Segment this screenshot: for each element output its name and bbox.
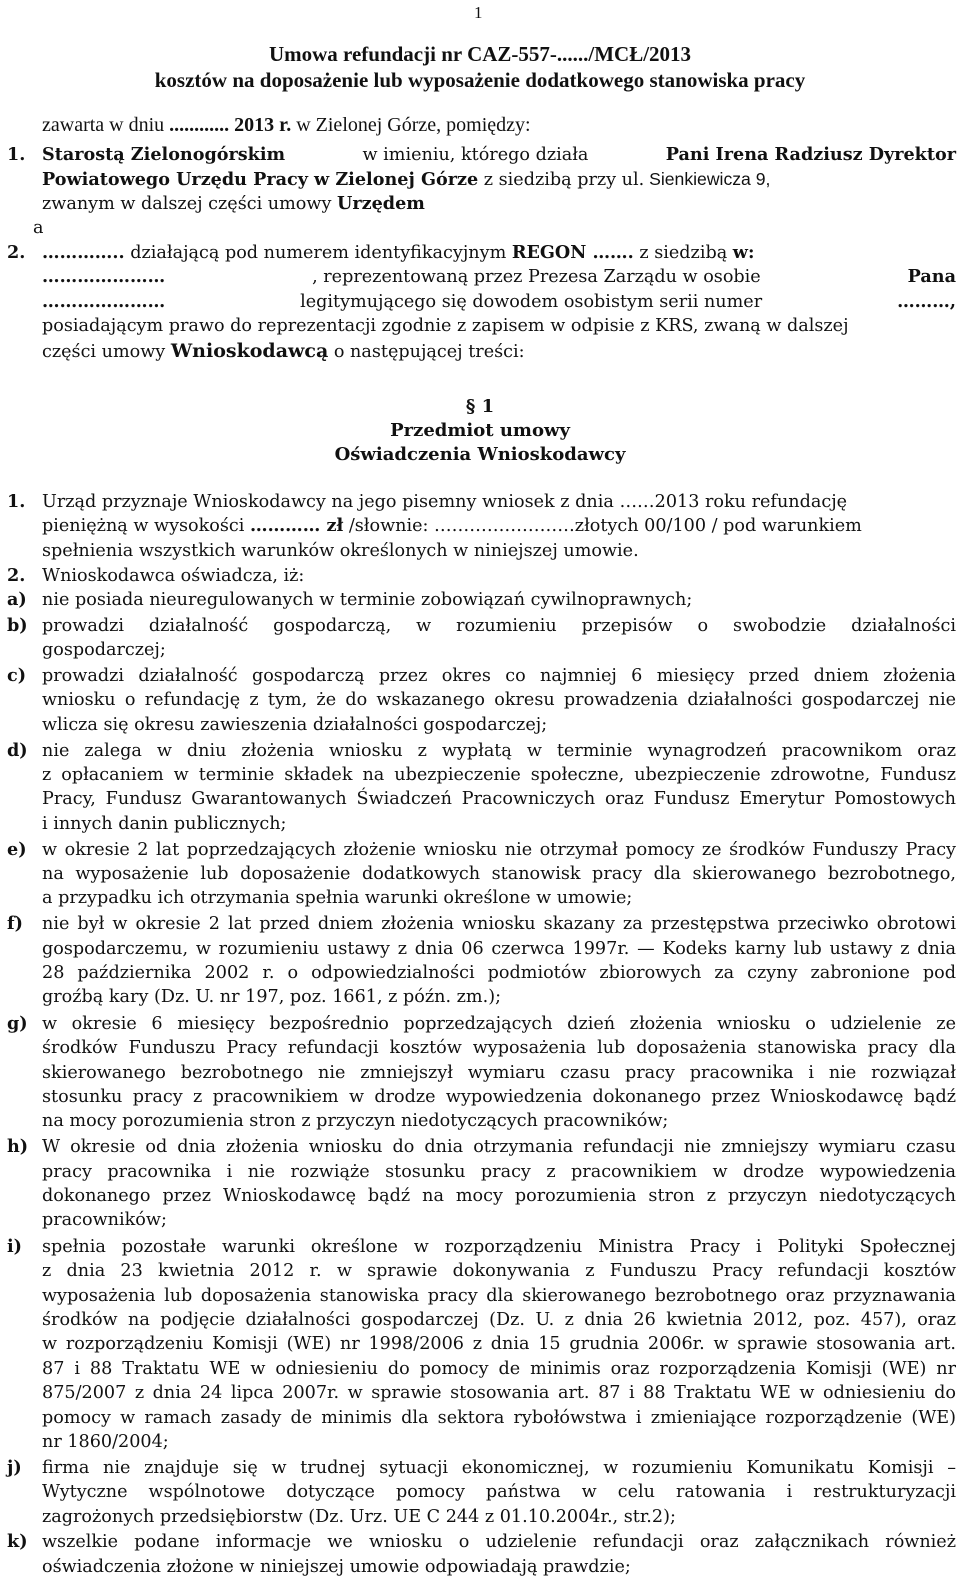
declaration-line: wniosku o refundację z tym, że do wskazanego okresu prowadzenia działalności gospodarczej nie bbox=[42, 690, 956, 711]
declaration-line: a przypadku ich otrzymania spełnia warunki określone w umowie; bbox=[42, 888, 633, 909]
declaration-line: stosunku pracy z pracownikiem w drodze wypowiedzenia dokonanego przez Wnioskodawcę bądź bbox=[42, 1086, 956, 1107]
declaration-line: 875/2007 z dnia 24 lipca 2007r. w sprawie stosowania art. 87 i 88 Traktatu WE w odniesieniu do bbox=[42, 1383, 956, 1404]
declaration-line: Pracy, Fundusz Gwarantowanych Świadczeń Pracowniczych oraz Fundusz Emerytur Pomostowych bbox=[42, 789, 956, 810]
declaration-line: wlicza się okresu zawieszenia działalności gospodarczej; bbox=[42, 714, 548, 735]
clause2-text: Wnioskodawca oświadcza, iż: bbox=[42, 566, 305, 586]
declaration-text bbox=[42, 912, 956, 1010]
declaration-text bbox=[42, 1235, 956, 1455]
declaration-line: prowadzi działalność gospodarczą przez okres co najmniej 6 miesięcy przed dniem złożenia bbox=[42, 666, 956, 686]
declaration-text bbox=[42, 1135, 956, 1233]
declaration-line: gospodarczej; bbox=[42, 640, 166, 661]
clause2-number: 2. bbox=[7, 565, 26, 586]
declaration-line: i innych danin publicznych; bbox=[42, 813, 287, 834]
declaration-line: oświadczenia złożone w niniejszej umowie odpowiadają prawdzie; bbox=[42, 1556, 631, 1577]
declaration-label: f) bbox=[7, 913, 23, 935]
declaration-line: pracy pracownika i nie rozwiąże stosunku pracy z pracownikiem w drodze wypowiedzenia bbox=[42, 1161, 956, 1182]
document-title-line2: kosztów na doposażenie lub wyposażenie dodatkowego stanowiska pracy bbox=[154, 68, 806, 92]
declaration-line: nie zalega w dniu złożenia wniosku z wypłatą w terminie wynagrodzeń pracownikom oraz bbox=[42, 740, 956, 761]
declaration-label: j) bbox=[7, 1456, 22, 1478]
declaration-label: b) bbox=[7, 614, 28, 636]
declaration-line: prowadzi działalność gospodarczą, w rozumieniu przepisów o swobodzie działalności bbox=[42, 615, 956, 636]
declaration-line: w rozporządzeniu Komisji (WE) nr 1998/2006 z dnia 15 grudnia 2006r. w sprawie stosowania art. bbox=[42, 1334, 956, 1355]
party1-block: Starostą Zielonogórskim w imieniu, którego działa Pani Irena Radziusz Dyrektor Powiatowego Urzędu Pracy w Zielonej Górze z siedzibą przy ul. Sienkiewicza 9, zwanym w dalszej części umowy Urzędem bbox=[42, 144, 956, 214]
declaration-line: W okresie od dnia złożenia wniosku do dnia otrzymania refundacji nie zmniejszy wymiaru czasu bbox=[42, 1137, 956, 1158]
declaration-text bbox=[42, 1456, 956, 1529]
declaration-line: zagrożonych przedsiębiorstw (Dz. Urz. UE C 244 z 01.10.2004r., str.2); bbox=[42, 1506, 676, 1527]
declaration-line: nie posiada nieuregulowanych w terminie zobowiązań cywilnoprawnych; bbox=[42, 590, 693, 610]
conjunction: a bbox=[33, 218, 44, 238]
party1-number: 1. bbox=[7, 144, 26, 165]
declaration-line: na wyposażenie lub doposażenie dodatkowych stanowisk pracy dla skierowanego bezrobotnego, bbox=[42, 863, 956, 884]
declaration-text bbox=[42, 838, 956, 911]
declaration-line: gospodarczemu, w rozumieniu ustawy z dnia 06 czerwca 1997r. — Kodeks karny lub ustawy z dnia bbox=[42, 938, 956, 959]
party2-number: 2. bbox=[7, 242, 26, 263]
declaration-text bbox=[42, 664, 956, 737]
declaration-line: dokonanego przez Wnioskodawcę bądź na mocy porozumienia stron z przyczyn niedotyczących bbox=[42, 1185, 956, 1206]
declaration-line: pomocy w ramach zasady de minimis dla sektora rybołówstwa i zmieniające rozporządzenie (WE) bbox=[42, 1407, 956, 1428]
declaration-line: wszelkie podane informacje we wniosku o udzielenie refundacji oraz załącznikach również bbox=[42, 1532, 956, 1553]
declaration-line: w okresie 2 lat poprzedzających złożenie wniosku nie otrzymał pomocy ze środków Funduszy Pracy bbox=[42, 839, 956, 860]
declaration-label: a) bbox=[7, 589, 27, 610]
declaration-line: z opłacaniem w terminie składek na ubezpieczenie społeczne, ubezpieczenie zdrowotne, Fundusz bbox=[42, 764, 956, 785]
declaration-line: Wytyczne wspólnotowe dotyczące pomocy państwa w celu ratowania i restrukturyzacji bbox=[42, 1482, 956, 1503]
declaration-label: h) bbox=[7, 1136, 29, 1158]
page-number: 1 bbox=[474, 3, 483, 22]
declaration-line: nr 1860/2004; bbox=[42, 1431, 169, 1452]
declaration-label: i) bbox=[7, 1235, 23, 1257]
declaration-line: 87 i 88 Traktatu WE w odniesieniu do pomocy de minimis oraz rozporządzenia Komisji (WE) nr bbox=[42, 1358, 956, 1379]
document-title-line1: Umowa refundacji nr CAZ-557-....../MCŁ/2013 bbox=[268, 42, 692, 66]
clause1-number: 1. bbox=[7, 491, 26, 512]
declaration-label: e) bbox=[7, 838, 27, 860]
declaration-label: d) bbox=[7, 739, 28, 761]
section-number: § 1 bbox=[465, 396, 495, 417]
declaration-line: na mocy porozumienia stron z przyczyn niedotyczących pracowników; bbox=[42, 1111, 669, 1132]
declaration-line: groźbą kary (Dz. U. nr 197, poz. 1661, z późn. zm.); bbox=[42, 987, 502, 1008]
section-title: Przedmiot umowy bbox=[390, 420, 570, 441]
declaration-line: 28 października 2002 r. o odpowiedzialności podmiotów zbiorowych za czyny zabronione pod bbox=[42, 962, 956, 983]
declaration-text bbox=[42, 614, 956, 663]
clause1-block: Urząd przyznaje Wnioskodawcy na jego pisemny wniosek z dnia ……2013 roku refundację pieniężną w wysokości ………… zł /słownie: ……………………złotych 00/100 / pod warunkiem spełnienia wszystkich warunków określonych w niniejszej umowie. bbox=[42, 492, 862, 561]
declaration-label: g) bbox=[7, 1012, 28, 1034]
declaration-text bbox=[42, 1530, 956, 1579]
section-subtitle: Oświadczenia Wnioskodawcy bbox=[334, 444, 626, 465]
intro-line: zawarta w dniu ............ 2013 r. w Zielonej Górze, pomiędzy: bbox=[42, 114, 531, 136]
declaration-line: skierowanego bezrobotnego nie zmniejszył wymiaru czasu pracy pracownika i nie rozwiązał bbox=[42, 1062, 956, 1083]
declaration-line: środków Funduszu Pracy refundacji kosztów wyposażenia lub doposażenia stanowiska pracy dla bbox=[42, 1038, 956, 1059]
declaration-label: k) bbox=[7, 1531, 28, 1553]
party2-block: ………….. działającą pod numerem identyfikacyjnym REGON ……. z siedzibą w: ………………… , reprezentowaną przez Prezesa Zarządu w osobie Pana ………………… legitymującego się dowodem osobistym serii numer ………, posiadającym prawo do reprezentacji zgodnie z zapisem w odpisie z KRS, zwaną w dalszej części umowy Wnioskodawcą o następującej treści: bbox=[42, 242, 956, 362]
declaration-line: nie był w okresie 2 lat przed dniem złożenia wniosku skazany za przestępstwa przeciwko obrotowi bbox=[42, 914, 956, 935]
declaration-line: w okresie 6 miesięcy bezpośrednio poprzedzających dzień złożenia wniosku o udzielenie ze bbox=[42, 1013, 956, 1034]
declaration-line: z dnia 23 kwietnia 2012 r. w sprawie dokonywania z Funduszu Pracy refundacji kosztów bbox=[42, 1261, 956, 1282]
declaration-line: spełnia pozostałe warunki określone w rozporządzeniu Ministra Pracy i Polityki Społecznej bbox=[42, 1236, 956, 1257]
declaration-line: środków na podjęcie działalności gospodarczej (Dz. U. z dnia 26 kwietnia 2012, poz. 457), oraz bbox=[42, 1309, 956, 1330]
declaration-text bbox=[42, 588, 956, 612]
declaration-line: wyposażenia lub doposażenia stanowiska pracy dla skierowanego bezrobotnego oraz przyznawania bbox=[42, 1285, 956, 1306]
declaration-text bbox=[42, 739, 956, 837]
declaration-label: c) bbox=[7, 665, 27, 686]
declaration-text bbox=[42, 1012, 956, 1134]
declaration-line: pracowników; bbox=[42, 1210, 167, 1231]
declaration-line: firma nie znajduje się w trudnej sytuacji ekonomicznej, w rozumieniu Komunikatu Komisji – bbox=[42, 1457, 956, 1478]
